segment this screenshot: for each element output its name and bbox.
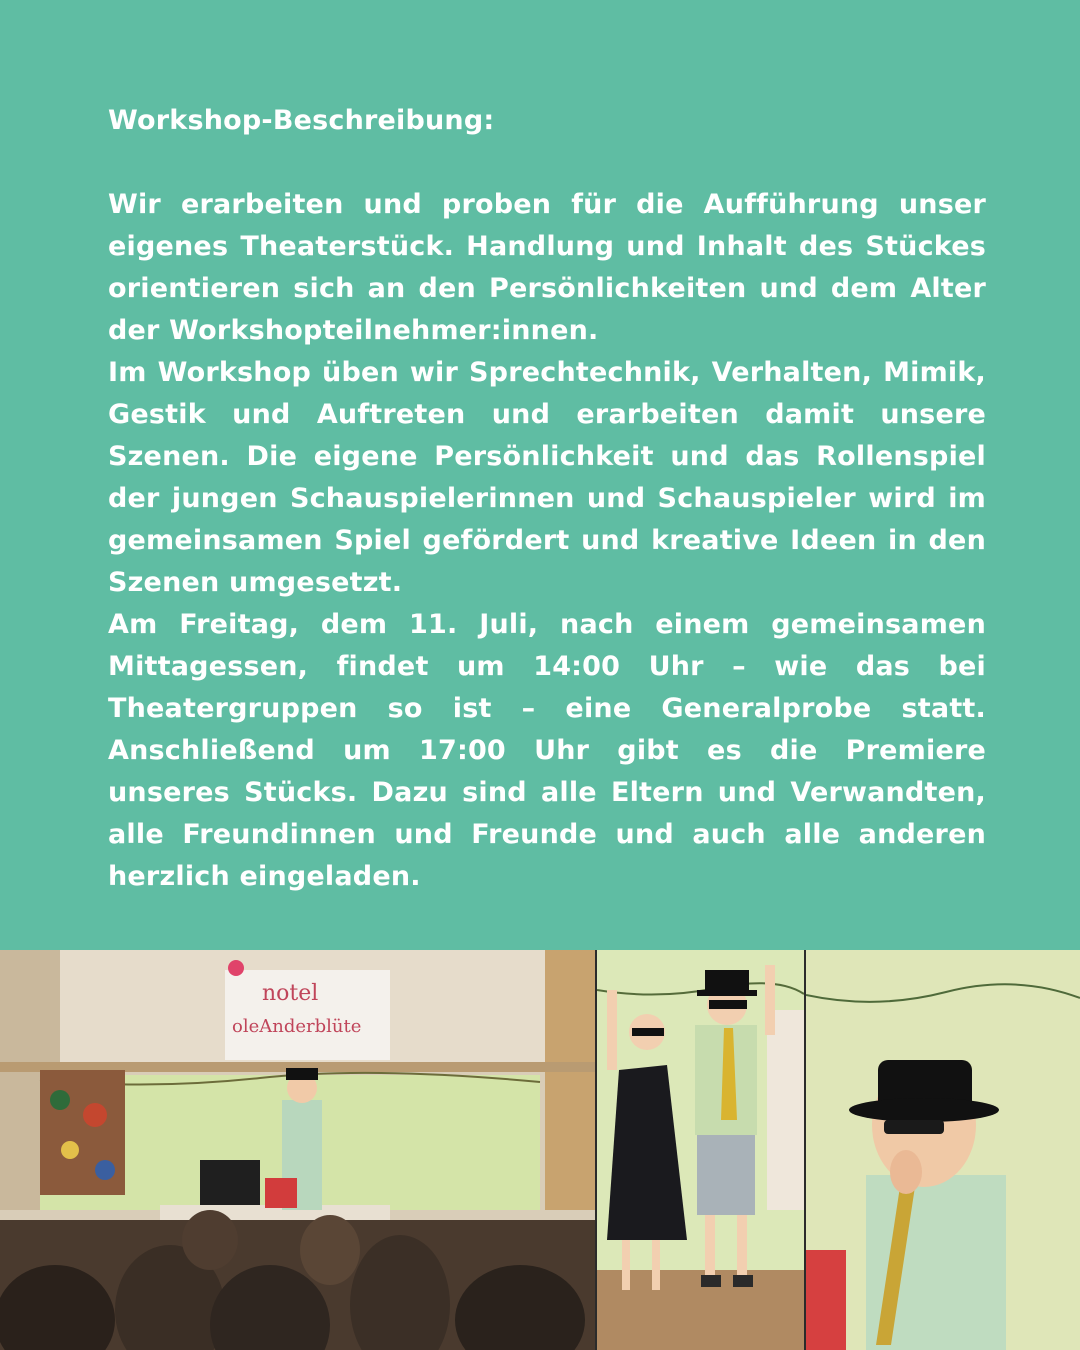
photo-strip	[0, 950, 1080, 1350]
paragraph-workshop: Im Workshop üben wir Sprechtechnik, Verhalten, Mimik, Gestik und Auftreten und erarbeiten damit unsere Szenen. Die eigene Persönlichkeit und das Rollenspiel der jungen Schauspielerinnen und Schauspieler wird im gemeinsamen Spiel gefördert und kreative Ideen in den Szenen umgesetzt.	[108, 357, 986, 598]
stage-scene-photo	[0, 950, 595, 1350]
dancing-kids-photo	[597, 950, 804, 1350]
paragraph-intro: Wir erarbeiten und proben für die Aufführung unser eigenes Theaterstück. Handlung und Inhalt des Stückes orientieren sich an den Persönlichkeiten und dem Alter der Workshopteilnehmer:innen.	[108, 189, 986, 346]
stage-banner-line2: oleAnderblüte	[232, 1016, 362, 1037]
section-heading: Workshop-Beschreibung:	[108, 105, 495, 136]
paragraph-performance: Am Freitag, dem 11. Juli, nach einem gemeinsamen Mittagessen, findet um 14:00 Uhr – wie das bei Theatergruppen so ist – eine Generalprobe statt. Anschließend um 17:00 Uhr gibt es die Premiere unseres Stücks. Dazu sind alle Eltern und Verwandten, alle Freundinnen und Freunde und auch alle anderen herzlich eingeladen.	[108, 609, 986, 892]
workshop-description	[108, 100, 986, 898]
boy-with-hat-photo	[806, 950, 1080, 1350]
stage-banner-line1: notel	[262, 981, 319, 1006]
